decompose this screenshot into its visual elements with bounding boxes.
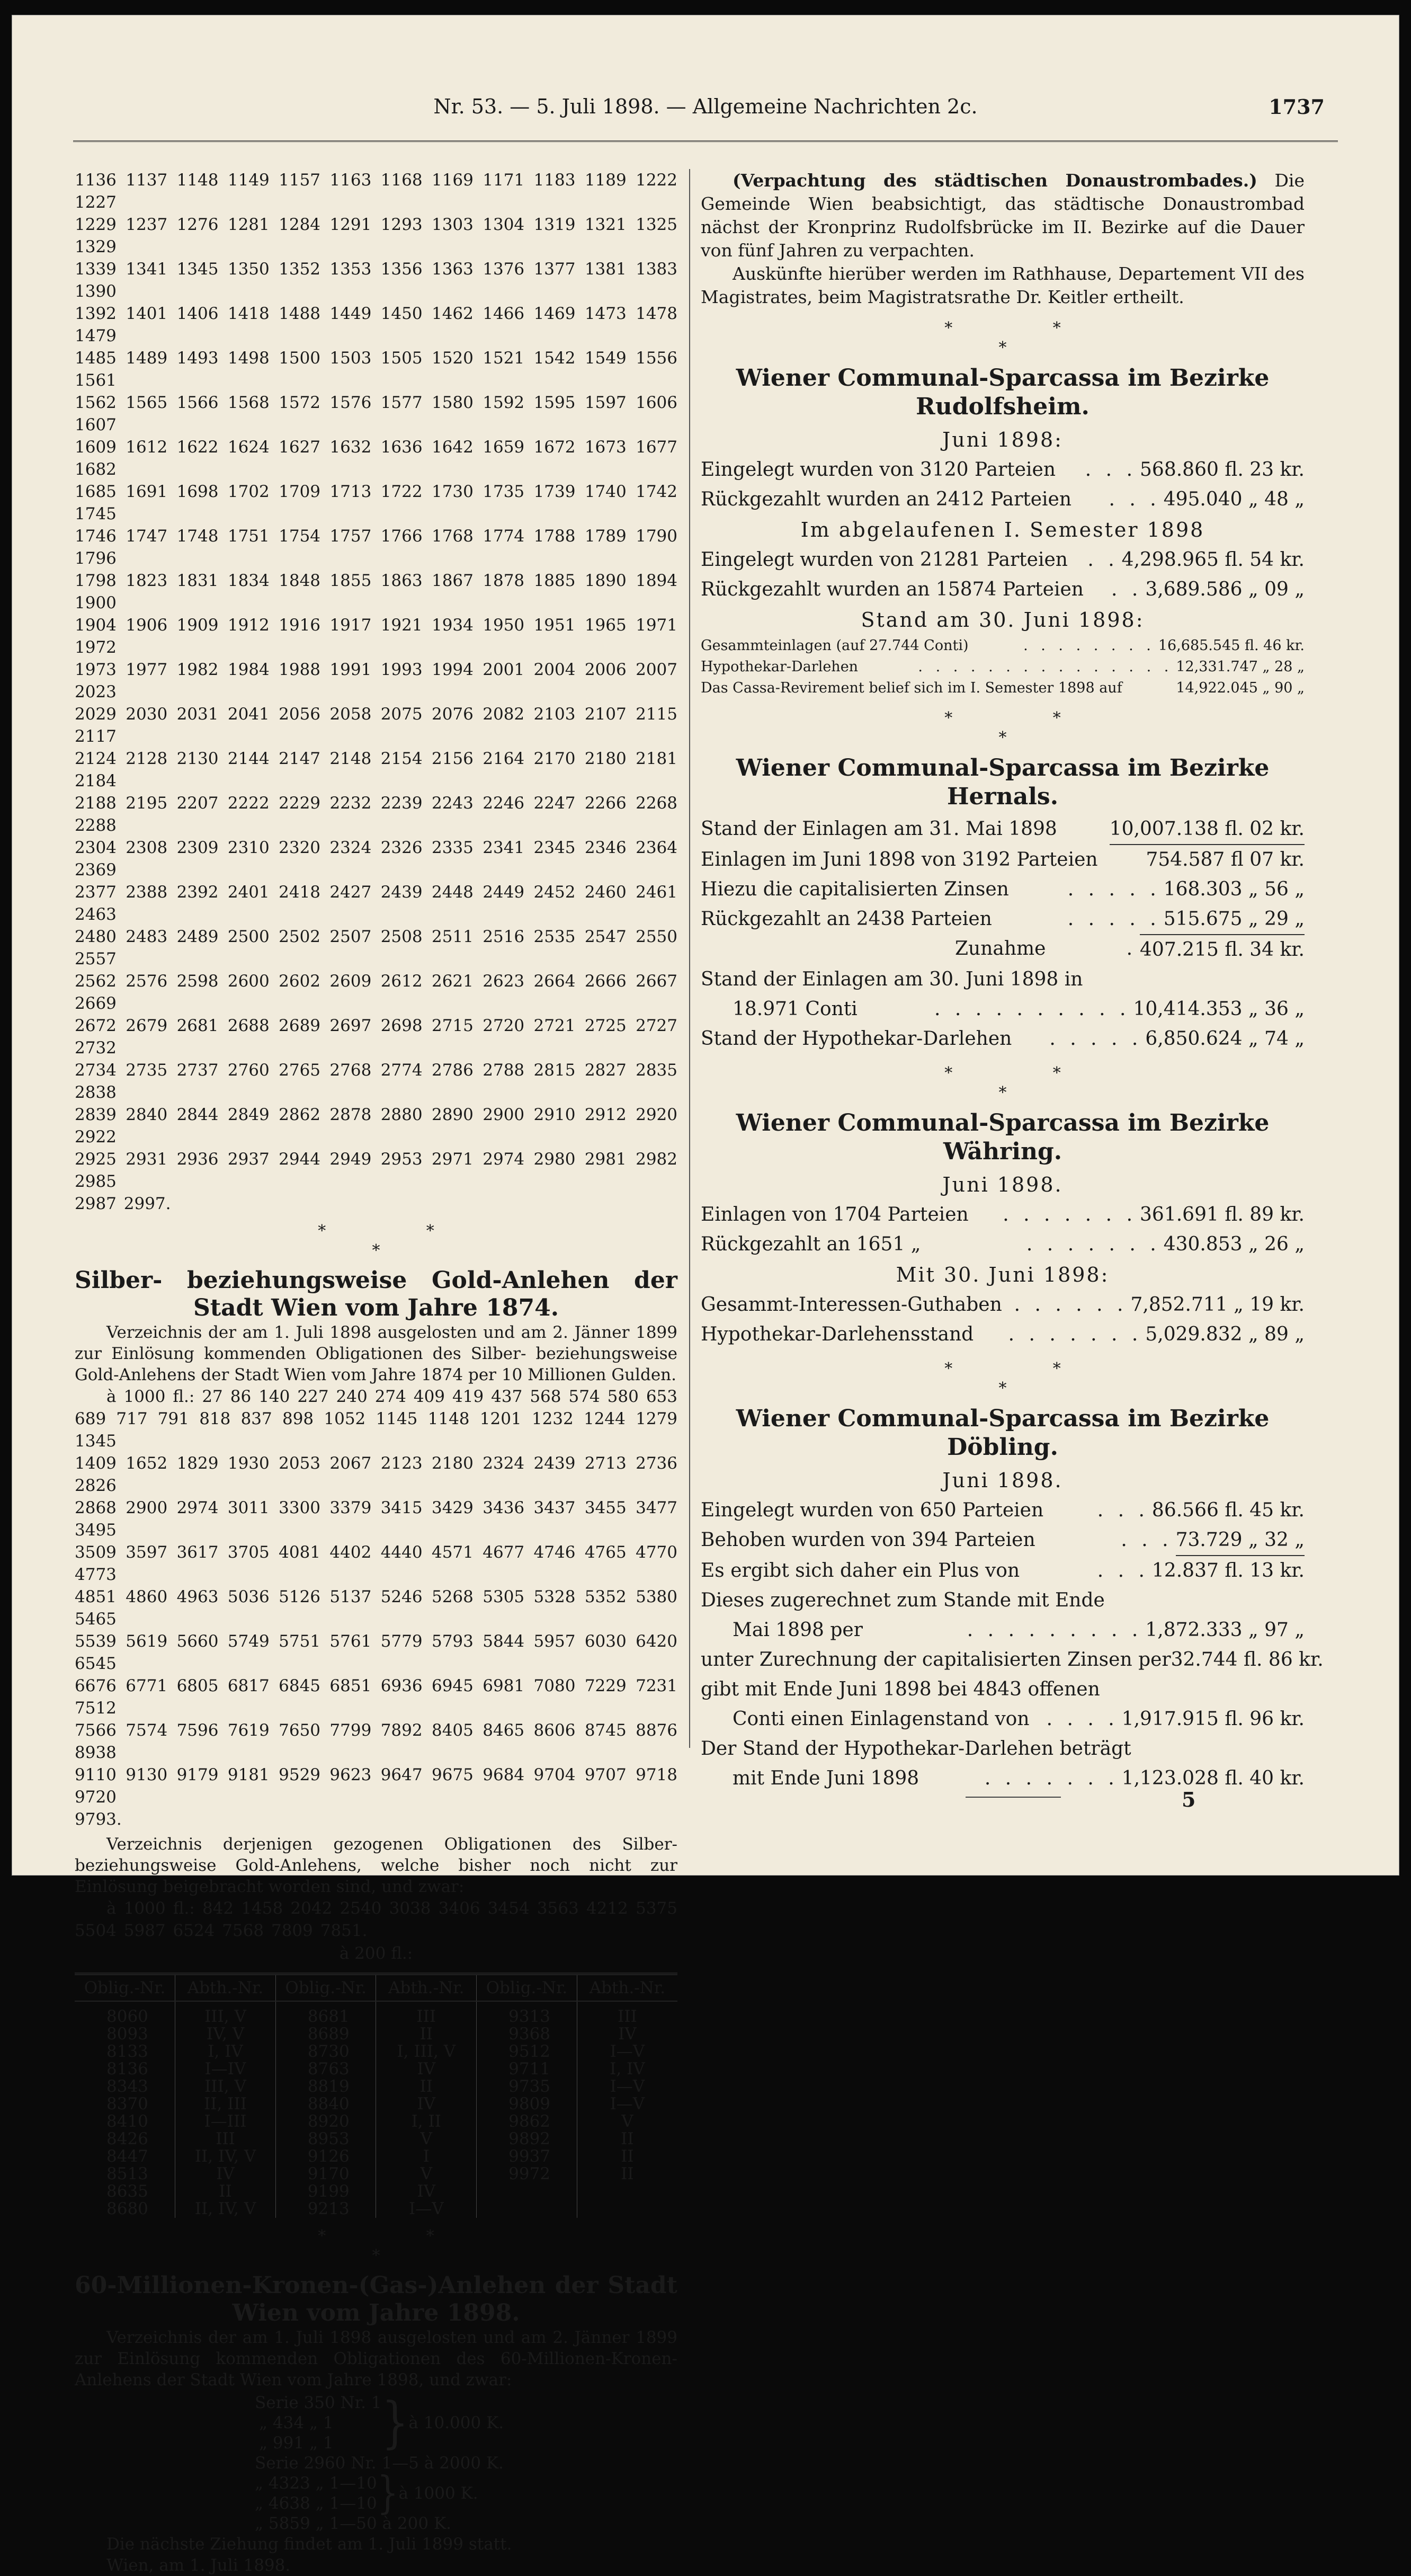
ledger-amount: 1,123.028 fl. 40 kr. [1121,1767,1305,1789]
table-row [75,2043,677,2060]
remaining-intro: Verzeichnis derjenigen gezogenen Obligationen des Silber- beziehungsweise Gold-Anlehens, welche bisher noch nicht zur Einlösung beigebracht worden sind, und zwar: [75,1835,677,1896]
table-row [75,2113,677,2130]
ledger-label: Stand der Hypothekar-Darlehen [701,1028,1012,1050]
table-cell: 9313 [477,2001,577,2026]
table-cell: II, IV, V [175,2200,276,2218]
table-cell: II [577,2165,677,2183]
section-star: * [372,1241,380,1260]
doebling-lines [701,1496,1305,1586]
number-row: 689 717 791 818 837 898 1052 1145 1148 1201 1232 1244 1279 1345 [75,1409,677,1451]
number-row: 1229 1237 1276 1281 1284 1291 1293 1303 1304 1319 1321 1325 1329 [75,215,677,256]
number-row: 2868 2900 2974 3011 3300 3379 3415 3429 3436 3437 3455 3477 3495 [75,1498,677,1540]
table-cell: 9126 [275,2148,376,2165]
ledger-dots: . . [1111,579,1142,600]
series-b: Serie 2960 Nr. 1—5 à 2000 K. [255,2454,504,2473]
series-list [255,2390,677,2534]
newspaper-page [12,15,1399,2575]
number-row: 2124 2128 2130 2144 2147 2148 2154 2156 2164 2170 2180 2181 2184 [75,749,677,790]
ledger-label: Behoben wurden von 394 Parteien [701,1529,1035,1551]
ledger-amount: 7,852.711 „ 19 kr. [1130,1294,1305,1316]
table-cell: 8447 [106,2147,148,2166]
table-row [75,2001,677,2026]
number-row: 2480 2483 2489 2500 2502 2507 2508 2511 2516 2535 2547 2550 2557 [75,927,677,969]
table-cell: 8689 [275,2026,376,2043]
table-cell: I—V [577,2095,677,2113]
table-header-row [75,1974,677,2002]
ledger-label: Mai 1898 per [733,1619,863,1641]
waehring-month: Juni 1898. [942,1173,1063,1196]
ledger-line [701,1320,1305,1349]
ledger-amount: 12,331.747 „ 28 „ [1176,659,1305,675]
ledger-label: Hiezu die capitalisierten Zinsen [701,878,1009,900]
ledger-label: mit Ende Juni 1898 [733,1767,919,1789]
ledger-line [701,904,1305,934]
silber-anlehen-title: Silber- beziehungsweise Gold-Anlehen der Stadt Wien vom Jahre 1874. [75,1267,677,1321]
ledger-line [701,575,1305,605]
table-cell: III, V [175,2078,276,2095]
ledger-label: Stand der Einlagen am 31. Mai 1898 [701,818,1057,840]
header-title: Nr. 53. — 5. Juli 1898. — Allgemeine Nachrichten 2c. [433,95,978,118]
ledger-amount: 73.729 „ 32 „ [1176,1525,1305,1556]
section-stars: * * [944,319,1109,337]
ledger-dots: . [1126,938,1137,960]
ledger-amount: 361.691 fl. 89 kr. [1140,1204,1305,1225]
number-row: 5504 5987 6524 7568 7809 7851. [75,1921,368,1940]
table-cell: 8136 [106,2059,148,2078]
number-row: 1339 1341 1345 1350 1352 1353 1356 1363 1376 1377 1381 1383 1390 [75,260,677,301]
ledger-amount: 1,872.333 „ 97 „ [1145,1619,1305,1641]
table-header-cell: Abth.-Nr. [376,1974,477,2002]
table-cell: 9199 [275,2183,376,2200]
ledger-line [701,1200,1305,1230]
table-cell: I, IV [175,2043,276,2060]
series-a2: „ 434 „ 1 [259,2413,334,2432]
table-cell: I [376,2148,477,2165]
right-column [701,169,1324,1798]
table-cell: 9213 [275,2200,376,2218]
ledger-line [701,1496,1305,1525]
table-cell: I, III, V [376,2043,477,2060]
table-cell: IV [376,2183,477,2200]
table-cell: II [175,2183,276,2200]
ledger-dots: . . . [1121,1529,1173,1551]
ledger-dots: . . . . . . . [1003,1204,1137,1225]
page-header [86,95,1325,127]
ledger-label: Gesammt-Interessen-Guthaben [701,1294,1002,1316]
table-cell: I—V [577,2043,677,2060]
donau-text: Die Gemeinde Wien beabsichtigt, das städtische Donaustrombad nächst der Kronprinz Rudolfsbrücke im II. Bezirke auf die Dauer von fünf Jahren zu verpachten. [701,170,1305,261]
table-row [75,2148,677,2165]
table-cell: I—V [577,2078,677,2095]
ledger-dots: . . [1087,549,1119,571]
series-a-value: à 10.000 K. [408,2413,504,2432]
table-row [75,2078,677,2095]
table-cell: 8426 [106,2129,148,2148]
section-stars: * * [944,709,1109,727]
table-cell: 9512 [477,2043,577,2060]
table-cell: 8343 [106,2077,148,2096]
ledger-dots: . . . . . [1067,908,1160,930]
section-star: * [998,1083,1007,1102]
silber-numbers [75,1385,677,1831]
table-header-cell: Oblig.-Nr. [275,1974,376,2002]
ledger-line [701,678,1305,699]
table-cell: IV [175,2165,276,2183]
ledger-amount: 754.587 fl 07 kr. [1146,849,1305,870]
ledger-dots: . . . . . . . [984,1767,1119,1789]
silber-intro: Verzeichnis der am 1. Juli 1898 ausgelosten und am 2. Jänner 1899 zur Einlösung kommenden Obligationen des Silber- beziehungsweise Gold-Anlehens der Stadt Wien vom Jahre 1874 per 10 Millionen Gulden. [75,1323,677,1384]
ledger-amount: 86.566 fl. 45 kr. [1151,1499,1305,1521]
table-row [75,2165,677,2183]
ledger-label: Rückgezahlt an 2438 Parteien [701,908,992,930]
table-cell: V [376,2165,477,2183]
ledger-label: Zunahme [955,938,1046,960]
table-cell: I—III [175,2113,276,2130]
ledger-dots: . . . [1097,1560,1149,1582]
table-cell: 9972 [477,2165,577,2183]
obligations-table [75,1973,677,2218]
table-row [75,2200,677,2218]
table-cell: 8133 [106,2042,148,2061]
ledger-dots: . . . . . . . . . . . . . . . [918,659,1173,675]
ledger-dots: . . . . . . . . . [967,1619,1142,1641]
column-divider [689,169,690,1748]
hernals-stand2 [701,994,1305,1024]
number-row: 4851 4860 4963 5036 5126 5137 5246 5268 5305 5328 5352 5380 5465 [75,1587,677,1629]
waehring-title: Wiener Communal-Sparcassa im Bezirke Währing. [736,1109,1270,1165]
kronen-intro: Verzeichnis der am 1. Juli 1898 ausgelosten und am 2. Jänner 1899 zur Einlösung kommenden Obligationen des 60-Millionen-Kronen-Anlehens der Stadt Wien vom Jahre 1898, und zwar: [75,2328,677,2390]
left-column [75,169,677,2576]
ledger-dots: . . . . . . [1014,1294,1128,1316]
next-draw: Die nächste Ziehung findet am 1. Juli 1899 statt. [106,2535,512,2554]
table-cell: 8060 [106,2007,148,2026]
ledger-line [701,545,1305,575]
number-row: 1904 1906 1909 1912 1916 1917 1921 1934 1950 1951 1965 1971 1972 [75,616,677,657]
table-label: à 200 fl.: [339,1944,413,1963]
number-row: 1485 1489 1493 1498 1500 1503 1505 1520 1521 1542 1549 1556 1561 [75,349,677,390]
section-stars: * * [944,1360,1109,1378]
doebling-title: Wiener Communal-Sparcassa im Bezirke Döbling. [736,1405,1270,1461]
table-cell: 9937 [477,2148,577,2165]
ledger-line [701,814,1305,845]
doebling-t3: Der Stand der Hypothekar-Darlehen beträgt [701,1738,1131,1760]
table-cell: II [376,2026,477,2043]
ledger-label: Das Cassa-Revirement belief sich im I. Semester 1898 auf [701,680,1122,696]
ledger-label: Hypothekar-Darlehen [701,659,859,675]
table-row [75,2026,677,2043]
table-cell: 8681 [275,2001,376,2026]
table-cell: III, V [175,2001,276,2026]
table-cell: I—IV [175,2060,276,2078]
number-row: 5539 5619 5660 5749 5751 5761 5779 5793 5844 5957 6030 6420 6545 [75,1632,677,1673]
doebling-l2 [701,1704,1305,1734]
table-cell: 8763 [275,2060,376,2078]
ledger-label: Einlagen von 1704 Parteien [701,1204,969,1225]
ledger-dots: . . . . . . . . . . [934,998,1130,1020]
number-row: 2188 2195 2207 2222 2229 2232 2239 2243 2246 2247 2266 2268 2288 [75,794,677,835]
table-cell [477,2183,577,2200]
table-cell: II, IV, V [175,2148,276,2165]
table-cell: IV, V [175,2026,276,2043]
hernals-title: Wiener Communal-Sparcassa im Bezirke Hernals. [736,754,1270,810]
ledger-amount: 16,685.545 fl. 46 kr. [1158,637,1305,654]
ledger-dots: . . . . . [1067,878,1160,900]
table-cell: III [376,2001,477,2026]
table-header-cell: Oblig.-Nr. [75,1974,175,2002]
table-cell: 8680 [106,2199,148,2218]
ledger-amount: 5,029.832 „ 89 „ [1145,1323,1305,1345]
table-cell: IV [577,2026,677,2043]
ledger-dots: . . . [1097,1499,1149,1521]
table-cell: 8920 [275,2113,376,2130]
table-cell: 8953 [275,2130,376,2148]
table-cell [577,2200,677,2218]
number-row: 2304 2308 2309 2310 2320 2324 2326 2335 2341 2345 2346 2364 2369 [75,838,677,880]
table-cell: 8635 [106,2182,148,2201]
table-cell: 8819 [275,2078,376,2095]
table-row [75,2130,677,2148]
waehring-sub: Mit 30. Juni 1898: [896,1263,1110,1286]
ledger-amount: 14,922.045 „ 90 „ [1176,680,1305,696]
ledger-line [701,485,1305,514]
table-row [75,2095,677,2113]
ledger-label: Hypothekar-Darlehensstand [701,1323,974,1345]
number-row: 2839 2840 2844 2849 2862 2878 2880 2890 2900 2910 2912 2920 2922 [75,1105,677,1147]
table-cell: I—V [376,2200,477,2218]
header-rule [73,136,1338,142]
ledger-label: Gesammteinlagen (auf 27.744 Conti) [701,637,969,654]
ledger-dots: . . . [1109,488,1160,510]
table-cell: 8513 [106,2164,148,2183]
ledger-line [701,635,1305,656]
hernals-stand1: Stand der Einlagen am 30. Juni 1898 in [701,969,1083,990]
section-star: * [998,339,1007,357]
table-header-cell: Oblig.-Nr. [477,1974,577,2002]
ledger-dots: . . . . . . . . [1023,637,1155,654]
kronen-anlehen-title: 60-Millionen-Kronen-(Gas-)Anlehen der Stadt Wien vom Jahre 1898. [75,2272,677,2326]
doebling-l1 [701,1615,1305,1645]
table-cell: 9711 [477,2060,577,2078]
rudolfsheim-semester-lines [701,545,1305,605]
table-cell [477,2200,577,2218]
number-row: 1973 1977 1982 1984 1988 1991 1993 1994 2001 2004 2006 2007 2023 [75,660,677,701]
table-cell: I, IV [577,2060,677,2078]
doebling-month: Juni 1898. [942,1469,1063,1492]
number-row: 1685 1691 1698 1702 1709 1713 1722 1730 1735 1739 1740 1742 1745 [75,482,677,523]
table-cell: IV [376,2095,477,2113]
ledger-amount: 10,414.353 „ 36 „ [1133,998,1305,1020]
ledger-line [701,1230,1305,1259]
table-cell: 8730 [275,2043,376,2060]
table-cell: 9862 [477,2113,577,2130]
ledger-line [701,656,1305,678]
page-number: 1737 [1269,95,1325,119]
doebling-t2a: unter Zurechnung der capitalisierten Zinsen per 32.744 fl. 86 kr. [701,1649,1324,1671]
ledger-amount: 12.837 fl. 13 kr. [1151,1560,1305,1582]
table-cell: II [577,2130,677,2148]
series-a3: „ 991 „ 1 [259,2433,334,2453]
brace: } [377,2467,399,2519]
section-stars: * * [318,2227,482,2245]
rudolfsheim-month: Juni 1898: [942,428,1063,451]
doebling-l3 [701,1764,1305,1793]
number-row: 9793. [75,1810,122,1829]
section-star: * [998,1379,1007,1398]
number-row: 2029 2030 2031 2041 2056 2058 2075 2076 2082 2103 2107 2115 2117 [75,705,677,746]
number-row: 2377 2388 2392 2401 2418 2427 2439 2448 2449 2452 2460 2461 2463 [75,883,677,924]
section-stars: * * [944,1064,1109,1082]
number-row: 1746 1747 1748 1751 1754 1757 1766 1768 1774 1788 1789 1790 1796 [75,527,677,568]
ledger-amount: 10,007.138 fl. 02 kr. [1110,814,1305,845]
ledger-label: Conti einen Einlagenstand von [733,1708,1030,1730]
number-row: 2987 2997. [75,1194,171,1213]
ledger-label: Rückgezahlt wurden an 2412 Parteien [701,488,1072,510]
ledger-dots [1122,678,1176,699]
donau-notice [701,169,1305,262]
table-cell: 8093 [106,2024,148,2044]
number-row: à 1000 fl.: 27 86 140 227 240 274 409 419 437 568 574 580 653 [106,1387,677,1406]
table-cell: 9368 [477,2026,577,2043]
doebling-t1: Dieses zugerechnet zum Stande mit Ende [701,1589,1105,1611]
table-cell: IV [376,2060,477,2078]
hernals-lines [701,814,1305,965]
ledger-amount: 4,298.965 fl. 54 kr. [1121,549,1305,571]
table-cell: 8410 [106,2112,148,2131]
ledger-dots [1057,814,1110,845]
series-c1: „ 4323 „ 1—10 [255,2474,377,2493]
ledger-dots: . . . . . [1049,1028,1142,1050]
table-cell: II, III [175,2095,276,2113]
number-row: 2925 2931 2936 2937 2944 2949 2953 2971 2974 2980 2981 2982 2985 [75,1150,677,1191]
ledger-label: Eingelegt wurden von 21281 Parteien [701,549,1068,571]
doebling-t2b: gibt mit Ende Juni 1898 bei 4843 offenen [701,1678,1100,1700]
drawn-numbers-list [75,169,677,1215]
rudolfsheim-lines [701,455,1305,514]
number-row: 9110 9130 9179 9181 9529 9623 9647 9675 9684 9704 9707 9718 9720 [75,1765,677,1807]
end-rule [966,1797,1061,1798]
table-cell [577,2183,677,2200]
table-cell: II [376,2078,477,2095]
series-d: „ 5859 „ 1—50 à 200 K. [255,2514,451,2533]
number-row: 1392 1401 1406 1418 1488 1449 1450 1462 1466 1469 1473 1478 1479 [75,304,677,345]
remaining-numbers [75,1897,677,1942]
number-row: 7566 7574 7596 7619 7650 7799 7892 8405 8465 8606 8745 8876 8938 [75,1721,677,1762]
table-cell: III [175,2130,276,2148]
brace: } [381,2390,409,2455]
ledger-amount: 1,917.915 fl. 96 kr. [1121,1708,1305,1730]
section-stars: * * [318,1222,482,1240]
waehring-lines [701,1200,1305,1259]
table-cell: III [577,2001,677,2026]
ledger-amount: 168.303 „ 56 „ [1163,878,1305,900]
table-body [75,2001,677,2218]
table-cell: 9735 [477,2078,577,2095]
table-cell: I, II [376,2113,477,2130]
ledger-amount: 568.860 fl. 23 kr. [1140,459,1305,481]
ledger-label: Einlagen im Juni 1898 von 3192 Parteien [701,849,1098,870]
ledger-line [701,875,1305,904]
number-row: 2562 2576 2598 2600 2602 2609 2612 2621 2623 2664 2666 2667 2669 [75,972,677,1013]
rudolfsheim-stand-lines [701,635,1305,699]
rudolfsheim-semester: Im abgelaufenen I. Semester 1898 [800,518,1205,541]
ledger-label: Rückgezahlt wurden an 15874 Parteien [701,579,1084,600]
number-row: 2672 2679 2681 2688 2689 2697 2698 2715 2720 2721 2725 2727 2732 [75,1016,677,1058]
hernals-stand3 [701,1024,1305,1054]
ledger-line [701,934,1305,965]
ledger-dots: . . . . [1046,1708,1119,1730]
number-row: à 1000 fl.: 842 1458 2042 2540 3038 3406 3454 3563 4212 5375 [106,1899,677,1918]
table-cell: V [376,2130,477,2148]
ledger-amount: 3,689.586 „ 09 „ [1145,579,1305,600]
ledger-line [701,1290,1305,1320]
section-star: * [372,2246,380,2265]
ledger-dots [1098,845,1146,875]
table-cell: V [577,2113,677,2130]
table-cell: II [577,2148,677,2165]
number-row: 3509 3597 3617 3705 4081 4402 4440 4571 4677 4746 4765 4770 4773 [75,1543,677,1584]
table-cell: 8840 [275,2095,376,2113]
signoff: Wien, am 1. Juli 1898. [106,2556,291,2575]
ledger-dots: . . . . . . . [1026,1233,1160,1255]
ledger-amount: 430.853 „ 26 „ [1163,1233,1305,1255]
rudolfsheim-stand: Stand am 30. Juni 1898: [861,608,1145,632]
series-a1: Serie 350 Nr. 1 [255,2393,382,2412]
ledger-amount: 407.215 fl. 34 kr. [1140,934,1305,965]
ledger-dots: . . . [1085,459,1137,481]
number-row: 1609 1612 1622 1624 1627 1632 1636 1642 1659 1672 1673 1677 1682 [75,438,677,479]
ledger-line [701,455,1305,485]
ledger-amount: 515.675 „ 29 „ [1163,908,1305,930]
ledger-label: Es ergibt sich daher ein Plus von [701,1560,1020,1582]
table-cell: 9170 [275,2165,376,2183]
page-marker: 5 [1182,1788,1196,1811]
number-row: 6676 6771 6805 6817 6845 6851 6936 6945 6981 7080 7229 7231 7512 [75,1676,677,1718]
ledger-amount: 6,850.624 „ 74 „ [1145,1028,1305,1050]
series-c-value: à 1000 K. [398,2484,478,2503]
donau-title: (Verpachtung des städtischen Donaustrombades.) [733,170,1257,191]
waehring-lines2 [701,1290,1305,1349]
table-header-cell: Abth.-Nr. [577,1974,677,2002]
ledger-line [701,845,1305,875]
number-row: 1136 1137 1148 1149 1157 1163 1168 1169 1171 1183 1189 1222 1227 [75,171,677,212]
table-cell: 9809 [477,2095,577,2113]
ledger-label: 18.971 Conti [733,998,858,1020]
table-cell: 8370 [106,2094,148,2113]
number-row: 1562 1565 1566 1568 1572 1576 1577 1580 1592 1595 1597 1606 1607 [75,393,677,434]
ledger-label: Eingelegt wurden von 3120 Parteien [701,459,1056,481]
ledger-label: Rückgezahlt an 1651 „ [701,1233,921,1255]
table-cell: 9892 [477,2130,577,2148]
ledger-line [701,1525,1305,1556]
ledger-amount: 495.040 „ 48 „ [1163,488,1305,510]
series-c2: „ 4638 „ 1—10 [255,2494,377,2513]
number-row: 1409 1652 1829 1930 2053 2067 2123 2180 2324 2439 2713 2736 2826 [75,1454,677,1495]
ledger-line [701,1556,1305,1586]
donau-text2: Auskünfte hierüber werden im Rathhause, Departement VII des Magistrates, beim Magistratsrathe Dr. Keitler ertheilt. [701,263,1305,307]
section-star: * [998,729,1007,747]
table-row [75,2060,677,2078]
number-row: 1798 1823 1831 1834 1848 1855 1863 1867 1878 1885 1890 1894 1900 [75,571,677,612]
rudolfsheim-title: Wiener Communal-Sparcassa im Bezirke Rudolfsheim. [736,365,1270,420]
table-row [75,2183,677,2200]
table-header-cell: Abth.-Nr. [175,1974,276,2002]
ledger-label: Eingelegt wurden von 650 Parteien [701,1499,1044,1521]
ledger-dots: . . . . . . . [1008,1323,1142,1345]
number-row: 2734 2735 2737 2760 2765 2768 2774 2786 2788 2815 2827 2835 2838 [75,1061,677,1102]
